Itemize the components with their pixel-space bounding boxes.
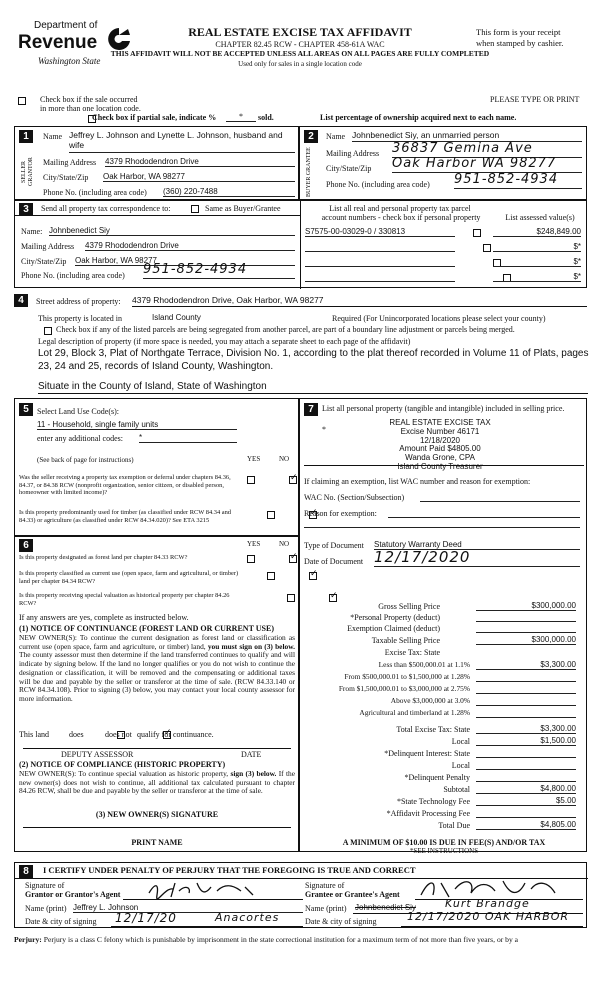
s3-phone[interactable]: 951-852-4934 — [143, 263, 295, 279]
grantee-sig-label-2: Grantee or Grantee's Agent — [305, 890, 400, 899]
grantee-name-hand[interactable]: Kurt Brandge — [445, 897, 530, 910]
parcel-header-1: List all real and personal property tax parcel — [329, 204, 471, 213]
section-4-number: 4 — [14, 294, 28, 307]
grantee-name-label: Name (print) — [305, 904, 347, 913]
send-to-label: Send all property tax correspondence to: — [41, 204, 171, 213]
exemption-label: If claiming an exemption, list WAC number and reason for exemption: — [304, 477, 531, 486]
buyer-name[interactable]: Johnbenedict Siy, an unmarried person — [352, 131, 582, 142]
parcel-value[interactable]: $248,849.00 — [493, 227, 581, 237]
grantor-name-label: Name (print) — [25, 904, 67, 913]
tax-row-label: Taxable Selling Price — [371, 636, 440, 645]
tax-row-value[interactable]: $1,500.00 — [476, 736, 576, 746]
stamp-line: REAL ESTATE EXCISE TAX — [389, 418, 491, 427]
section-2-buyer — [299, 126, 587, 200]
tax-row-label: Above $3,000,000 at 3.0% — [390, 696, 470, 705]
section-1-number: 1 — [19, 130, 33, 143]
doc-type-label: Type of Document — [304, 541, 364, 550]
tax-row-value[interactable] — [476, 708, 576, 718]
form-title: REAL ESTATE EXCISE TAX AFFIDAVIT — [188, 25, 412, 39]
parcel-personal-checkbox[interactable] — [473, 229, 481, 237]
county-select[interactable]: Island County — [152, 313, 201, 322]
form-chapter: CHAPTER 82.45 RCW - CHAPTER 458-61A WAC — [215, 40, 385, 49]
grantee-date[interactable]: 12/17/2020 OAK HARBOR — [407, 910, 570, 923]
does-label: does — [69, 730, 84, 739]
grantor-date[interactable]: 12/17/20 — [115, 911, 177, 925]
seller-side-label: SELLER GRANTOR — [21, 157, 34, 187]
dept-line1: Department of — [34, 20, 98, 31]
tax-row-label: *Affidavit Processing Fee — [386, 809, 470, 818]
seller-mail[interactable]: 4379 Rhododendron Drive — [105, 157, 295, 167]
buyer-phone-label: Phone No. (including area code) — [326, 180, 430, 189]
tax-row-value[interactable]: $3,300.00 — [476, 724, 576, 734]
s3-city-label: City/State/Zip — [21, 257, 67, 266]
s6-no-header: NO — [279, 540, 290, 548]
reason-field[interactable] — [388, 509, 580, 518]
parcel-acct[interactable] — [305, 257, 455, 267]
tax-row-label: Subtotal — [443, 785, 470, 794]
if-yes-note: If any answers are yes, complete as instructed below. — [19, 613, 189, 622]
additional-codes-label: enter any additional codes: — [37, 434, 123, 443]
same-as-buyer-label: Same as Buyer/Grantee — [205, 204, 281, 213]
buyer-phone[interactable]: 951-852-4934 — [454, 173, 582, 189]
tax-row-value[interactable]: $5.00 — [476, 796, 576, 806]
treasurer-stamp — [350, 419, 530, 472]
section-7-number: 7 — [304, 403, 318, 416]
notice-1-text — [19, 634, 295, 704]
seller-mail-label: Mailing Address — [43, 158, 97, 167]
see-back-note: (See back of page for instructions) — [37, 456, 134, 464]
s3-phone-label: Phone No. (including area code) — [21, 271, 125, 280]
s3-name[interactable]: Johnbenedict Siy — [49, 226, 295, 236]
tax-row-value[interactable] — [476, 684, 576, 694]
buyer-city-label: City/State/Zip — [326, 164, 372, 173]
section-8-certification — [14, 862, 587, 928]
s5-q1-yes[interactable] — [247, 476, 255, 484]
list-percentage-note: List percentage of ownership acquired next to each name. — [320, 113, 517, 122]
tax-row-label: Total Excise Tax: State — [396, 725, 470, 734]
dept-logo — [14, 20, 134, 76]
stamp-bullet: * — [322, 425, 326, 434]
tax-row-value[interactable] — [476, 748, 576, 758]
section-7-tax — [299, 398, 587, 855]
perjury-label: Perjury: — [14, 935, 42, 944]
buyer-name-label: Name — [326, 132, 346, 141]
notice-2-a: NEW OWNER(S): To continue special valuation as historic property, — [19, 769, 229, 778]
notice-2-c: If the new owner(s) does not wish to continue, all additional tax calculated pursuant to chapter 84.26 RCW, shall be due and payable by the seller or transferor at the time of sale. — [19, 769, 295, 796]
stamp-line: Island County Treasurer — [397, 461, 483, 471]
multi-location-checkbox[interactable] — [18, 97, 26, 105]
parcel-value[interactable]: $* — [493, 272, 581, 282]
s6-q1-yes[interactable] — [247, 555, 255, 563]
s3-name-label: Name: — [21, 227, 43, 236]
stamp-line: Wanda Grone, CPA — [405, 453, 475, 463]
tax-row-label: From $1,500,000.01 to $3,000,000 at 2.75% — [338, 684, 470, 693]
segregated-checkbox[interactable] — [44, 327, 52, 335]
tax-row-value[interactable]: $300,000.00 — [476, 635, 576, 645]
s3-city[interactable]: Oak Harbor, WA 98277 — [75, 256, 295, 266]
s6-yes-header: YES — [247, 540, 261, 548]
notice-2-text — [19, 770, 295, 796]
grantor-city[interactable]: Anacortes — [215, 911, 280, 924]
s6-q1-no[interactable] — [289, 555, 297, 563]
situate-line[interactable]: Situate in the County of Island, State of Washington — [38, 381, 267, 392]
street-label: Street address of property: — [36, 297, 121, 306]
tax-row-label: Local — [451, 737, 470, 746]
parcel-personal-checkbox[interactable] — [483, 244, 491, 252]
notice-1-b: you must sign on (3) below. — [207, 641, 295, 651]
doc-date-label: Date of Document — [304, 557, 364, 566]
notice-2-b: sign (3) below. — [230, 769, 277, 778]
minimum-fee-note: A MINIMUM OF $10.00 IS DUE IN FEE(S) AND/OR TAX — [342, 838, 546, 847]
section-1-seller — [14, 126, 299, 200]
tax-row-value[interactable] — [476, 696, 576, 706]
section-4-property — [14, 294, 587, 398]
tax-row-label: *Delinquent Penalty — [404, 773, 470, 782]
wac-field[interactable] — [420, 493, 580, 502]
perjury-note — [14, 936, 587, 945]
tax-row-label: *Personal Property (deduct) — [350, 613, 440, 622]
legal-label: Legal description of property (if more space is needed, you may attach a separate sheet to each page of the affidavit) — [38, 337, 411, 346]
buyer-mail[interactable]: 36837 Gemina Ave — [392, 142, 582, 158]
parcel-acct[interactable]: S7575-00-03029-0 / 330813 — [305, 227, 455, 237]
tax-row-label: Agricultural and timberland at 1.28% — [359, 708, 470, 717]
qualify-label: qualify for continuance. — [137, 730, 214, 739]
seller-city[interactable]: Oak Harbor, WA 98277 — [103, 172, 295, 182]
tax-row-value[interactable] — [476, 672, 576, 682]
new-owner-signature-label: (3) NEW OWNER(S) SIGNATURE — [95, 810, 219, 819]
same-as-buyer-checkbox[interactable] — [191, 205, 199, 213]
land-use-code[interactable]: 11 - Household, single family units — [37, 420, 237, 430]
land-use-label: Select Land Use Code(s): — [37, 407, 119, 416]
tax-row-label: Less than $500,000.01 at 1.1% — [378, 660, 470, 669]
s6-q2-yes[interactable] — [267, 572, 275, 580]
buyer-city[interactable]: Oak Harbor WA 98277 — [392, 157, 582, 173]
tax-row-label: Excise Tax: State — [384, 648, 440, 657]
tax-row-label: Total Due — [438, 821, 470, 830]
s3-mail[interactable]: 4379 Rhododendron Drive — [85, 241, 295, 251]
parcel-acct[interactable] — [305, 242, 455, 252]
grantee-sig-label-1: Signature of — [305, 881, 345, 890]
grantee-name[interactable]: Johnbenedict Siy — [355, 903, 416, 912]
notice-1-title: (1) NOTICE OF CONTINUANCE (FOREST LAND OR CURRENT USE) — [19, 624, 274, 633]
tax-row-label: Exemption Claimed (deduct) — [347, 624, 440, 633]
grantor-date-label: Date & city of signing — [25, 917, 97, 926]
multi-location-label-1: Check box if the sale occurred — [40, 95, 138, 104]
stamp-line: 12/18/2020 — [419, 435, 461, 445]
section-6-continuance — [14, 536, 299, 852]
receipt-note-2: when stamped by cashier. — [476, 38, 564, 48]
yes-header: YES — [247, 455, 261, 463]
parcel-acct[interactable] — [305, 272, 455, 282]
assessed-header: List assessed value(s) — [505, 213, 575, 222]
perjury-text: Perjury is a class C felony which is punishable by imprisonment in the state correctional institution for a maximum term of not more than five years, or by a — [43, 935, 519, 944]
notice-2-title: (2) NOTICE OF COMPLIANCE (HISTORIC PROPERTY) — [19, 760, 226, 769]
tax-row-label: Gross Selling Price — [378, 602, 440, 611]
parcel-value[interactable]: $* — [493, 257, 581, 267]
partial-sale-label: Check box if partial sale, indicate % — [92, 113, 217, 122]
buyer-mail-label: Mailing Address — [326, 149, 380, 158]
s6-question-1: Is this property designated as forest land per chapter 84.33 RCW? — [19, 554, 188, 561]
see-instructions: *SEE INSTRUCTIONS — [409, 847, 479, 855]
s5-question-2: Is this property predominantly used for timber (as classified under RCW 84.34 and 84.33) or agriculture (as classified under RCW 84.34.020)? See ETA 3215 — [19, 509, 231, 524]
additional-codes[interactable]: * — [139, 433, 237, 443]
s6-question-3: Is this property receiving special valuation as historical property per chapter 84.26 RCW? — [19, 592, 230, 607]
partial-pct-field[interactable]: * — [226, 112, 256, 122]
s6-q3-yes[interactable] — [287, 594, 295, 602]
grantor-sig-label-1: Signature of — [25, 881, 65, 890]
seller-city-label: City/State/Zip — [43, 173, 89, 182]
personal-property-label: List all personal property (tangible and intangible) included in selling price. — [322, 404, 565, 413]
grantee-date-label: Date & city of signing — [305, 917, 377, 926]
stamp-line: Amount Paid $4805.00 — [399, 444, 481, 454]
section-3-correspondence — [14, 200, 587, 288]
located-label: This property is located in — [38, 314, 122, 323]
tax-row-value[interactable]: $4,800.00 — [476, 784, 576, 794]
multi-location-label-2: in more than one location code. — [40, 104, 141, 113]
s6-question-2: Is this property classified as current use (open space, farm and agricultural, or timber) land per chapter 84.34 RCW? — [19, 570, 239, 585]
receipt-note-1: This form is your receipt — [476, 27, 561, 37]
section-2-number: 2 — [304, 130, 318, 143]
section-3-number: 3 — [19, 203, 33, 216]
deputy-assessor-label: DEPUTY ASSESSOR — [61, 750, 134, 759]
dept-line2: Revenue — [18, 32, 98, 53]
seller-name[interactable]: Jeffrey L. Johnson and Lynette L. Johnson, husband and wife — [69, 130, 283, 150]
tax-row-value[interactable]: $4,805.00 — [476, 820, 576, 830]
notice-1-a: NEW OWNER(S): To continue the current designation as forest land or classification as current use (open space, farm and agriculture, or timber) land, — [19, 633, 295, 651]
seller-phone-label: Phone No. (including area code) — [43, 188, 147, 197]
seller-phone[interactable]: (360) 220-7488 — [163, 187, 295, 197]
sold-label: sold. — [258, 113, 274, 122]
tax-row-value[interactable]: $3,300.00 — [476, 660, 576, 670]
type-or-print: PLEASE TYPE OR PRINT — [490, 95, 580, 104]
tax-row-label: *State Technology Fee — [396, 797, 470, 806]
s5-q1-no[interactable] — [289, 476, 297, 484]
print-name-label: PRINT NAME — [131, 838, 183, 847]
wac-label: WAC No. (Section/Subsection) — [304, 493, 405, 502]
tax-row-label: Local — [451, 761, 470, 770]
tax-row-value[interactable]: $300,000.00 — [476, 601, 576, 611]
does-not-label: does not — [105, 730, 132, 739]
form-warning: THIS AFFIDAVIT WILL NOT BE ACCEPTED UNLESS ALL AREAS ON ALL PAGES ARE FULLY COMPLETED — [110, 49, 490, 58]
grantor-name[interactable]: Jeffrey L. Johnson — [73, 903, 303, 913]
dept-line3: Washington State — [38, 56, 101, 66]
doc-date[interactable]: 12/17/2020 — [374, 549, 580, 567]
tax-row-value[interactable] — [476, 760, 576, 770]
tax-row-value[interactable] — [476, 612, 576, 622]
s5-question-1: Was the seller receiving a property tax exemption or deferral under chapters 84.36, 84.37, or 84.38 RCW (nonprofit organization, senior citizen, or disabled person, homeowner with limited income)? — [19, 474, 231, 497]
this-land-label: This land — [19, 730, 49, 739]
reason-label: Reason for exemption: — [304, 509, 377, 518]
tax-row-label: From $500,000.01 to $1,500,000 at 1.28% — [344, 672, 470, 681]
tax-row-value[interactable] — [476, 808, 576, 818]
tax-row-label: *Delinquent Interest: State — [384, 749, 470, 758]
segregated-label: Check box if any of the listed parcels are being segregated from another parcel, are part of a boundary line adjustment or parcels being merged. — [56, 325, 515, 334]
doc-type[interactable]: Statutory Warranty Deed — [374, 540, 580, 550]
legal-description[interactable]: Lot 29, Block 3, Plat of Northgate Terrace, Division No. 1, according to the plat thereof recorded in Volume 11 of Plats, pages 23, 24 and 25, records of Island County, Washington. — [38, 348, 589, 372]
stamp-line: Excise Number 46171 — [400, 426, 480, 436]
tax-row-value[interactable] — [476, 772, 576, 782]
buyer-side-label: BUYER GRANTEE — [306, 147, 312, 197]
single-location-note: Used only for sales in a single location code — [238, 60, 362, 68]
certify-statement: I CERTIFY UNDER PENALTY OF PERJURY THAT THE FOREGOING IS TRUE AND CORRECT — [43, 865, 416, 875]
s3-mail-label: Mailing Address — [21, 242, 75, 251]
section-8-number: 8 — [19, 865, 33, 878]
grantor-sig-label-2: Grantor or Grantor's Agent — [25, 890, 121, 899]
county-required-note: Required (For Unincorporated locations please select your county) — [332, 314, 546, 323]
no-header: NO — [279, 455, 290, 463]
section-5-number: 5 — [19, 403, 33, 416]
date-label: DATE — [241, 750, 262, 759]
section-5-land-use — [14, 398, 299, 536]
notice-1-c: The county assessor must then determine if the land transferred continues to qualify and will indicate by signing below. If the land no longer qualifies or you do not wish to continue the designation or classification, it will be removed and the compensating or additional taxes will be due and payable by the seller or transferor at the time of sale. (RCW 84.33.140 or RCW 84.34.108). Prior to signing (3) below, you may contact your local county assessor for more information. — [19, 650, 295, 704]
seller-name-label: Name — [43, 132, 63, 141]
tax-row-value[interactable] — [476, 623, 576, 633]
s5-q2-yes[interactable] — [267, 511, 275, 519]
grantor-signature[interactable] — [145, 879, 285, 901]
parcel-header-2: account numbers - check box if personal property — [321, 213, 481, 222]
street-address[interactable]: 4379 Rhododendron Drive, Oak Harbor, WA 98277 — [132, 295, 324, 305]
section-6-number: 6 — [19, 539, 33, 552]
parcel-value[interactable]: $* — [493, 242, 581, 252]
